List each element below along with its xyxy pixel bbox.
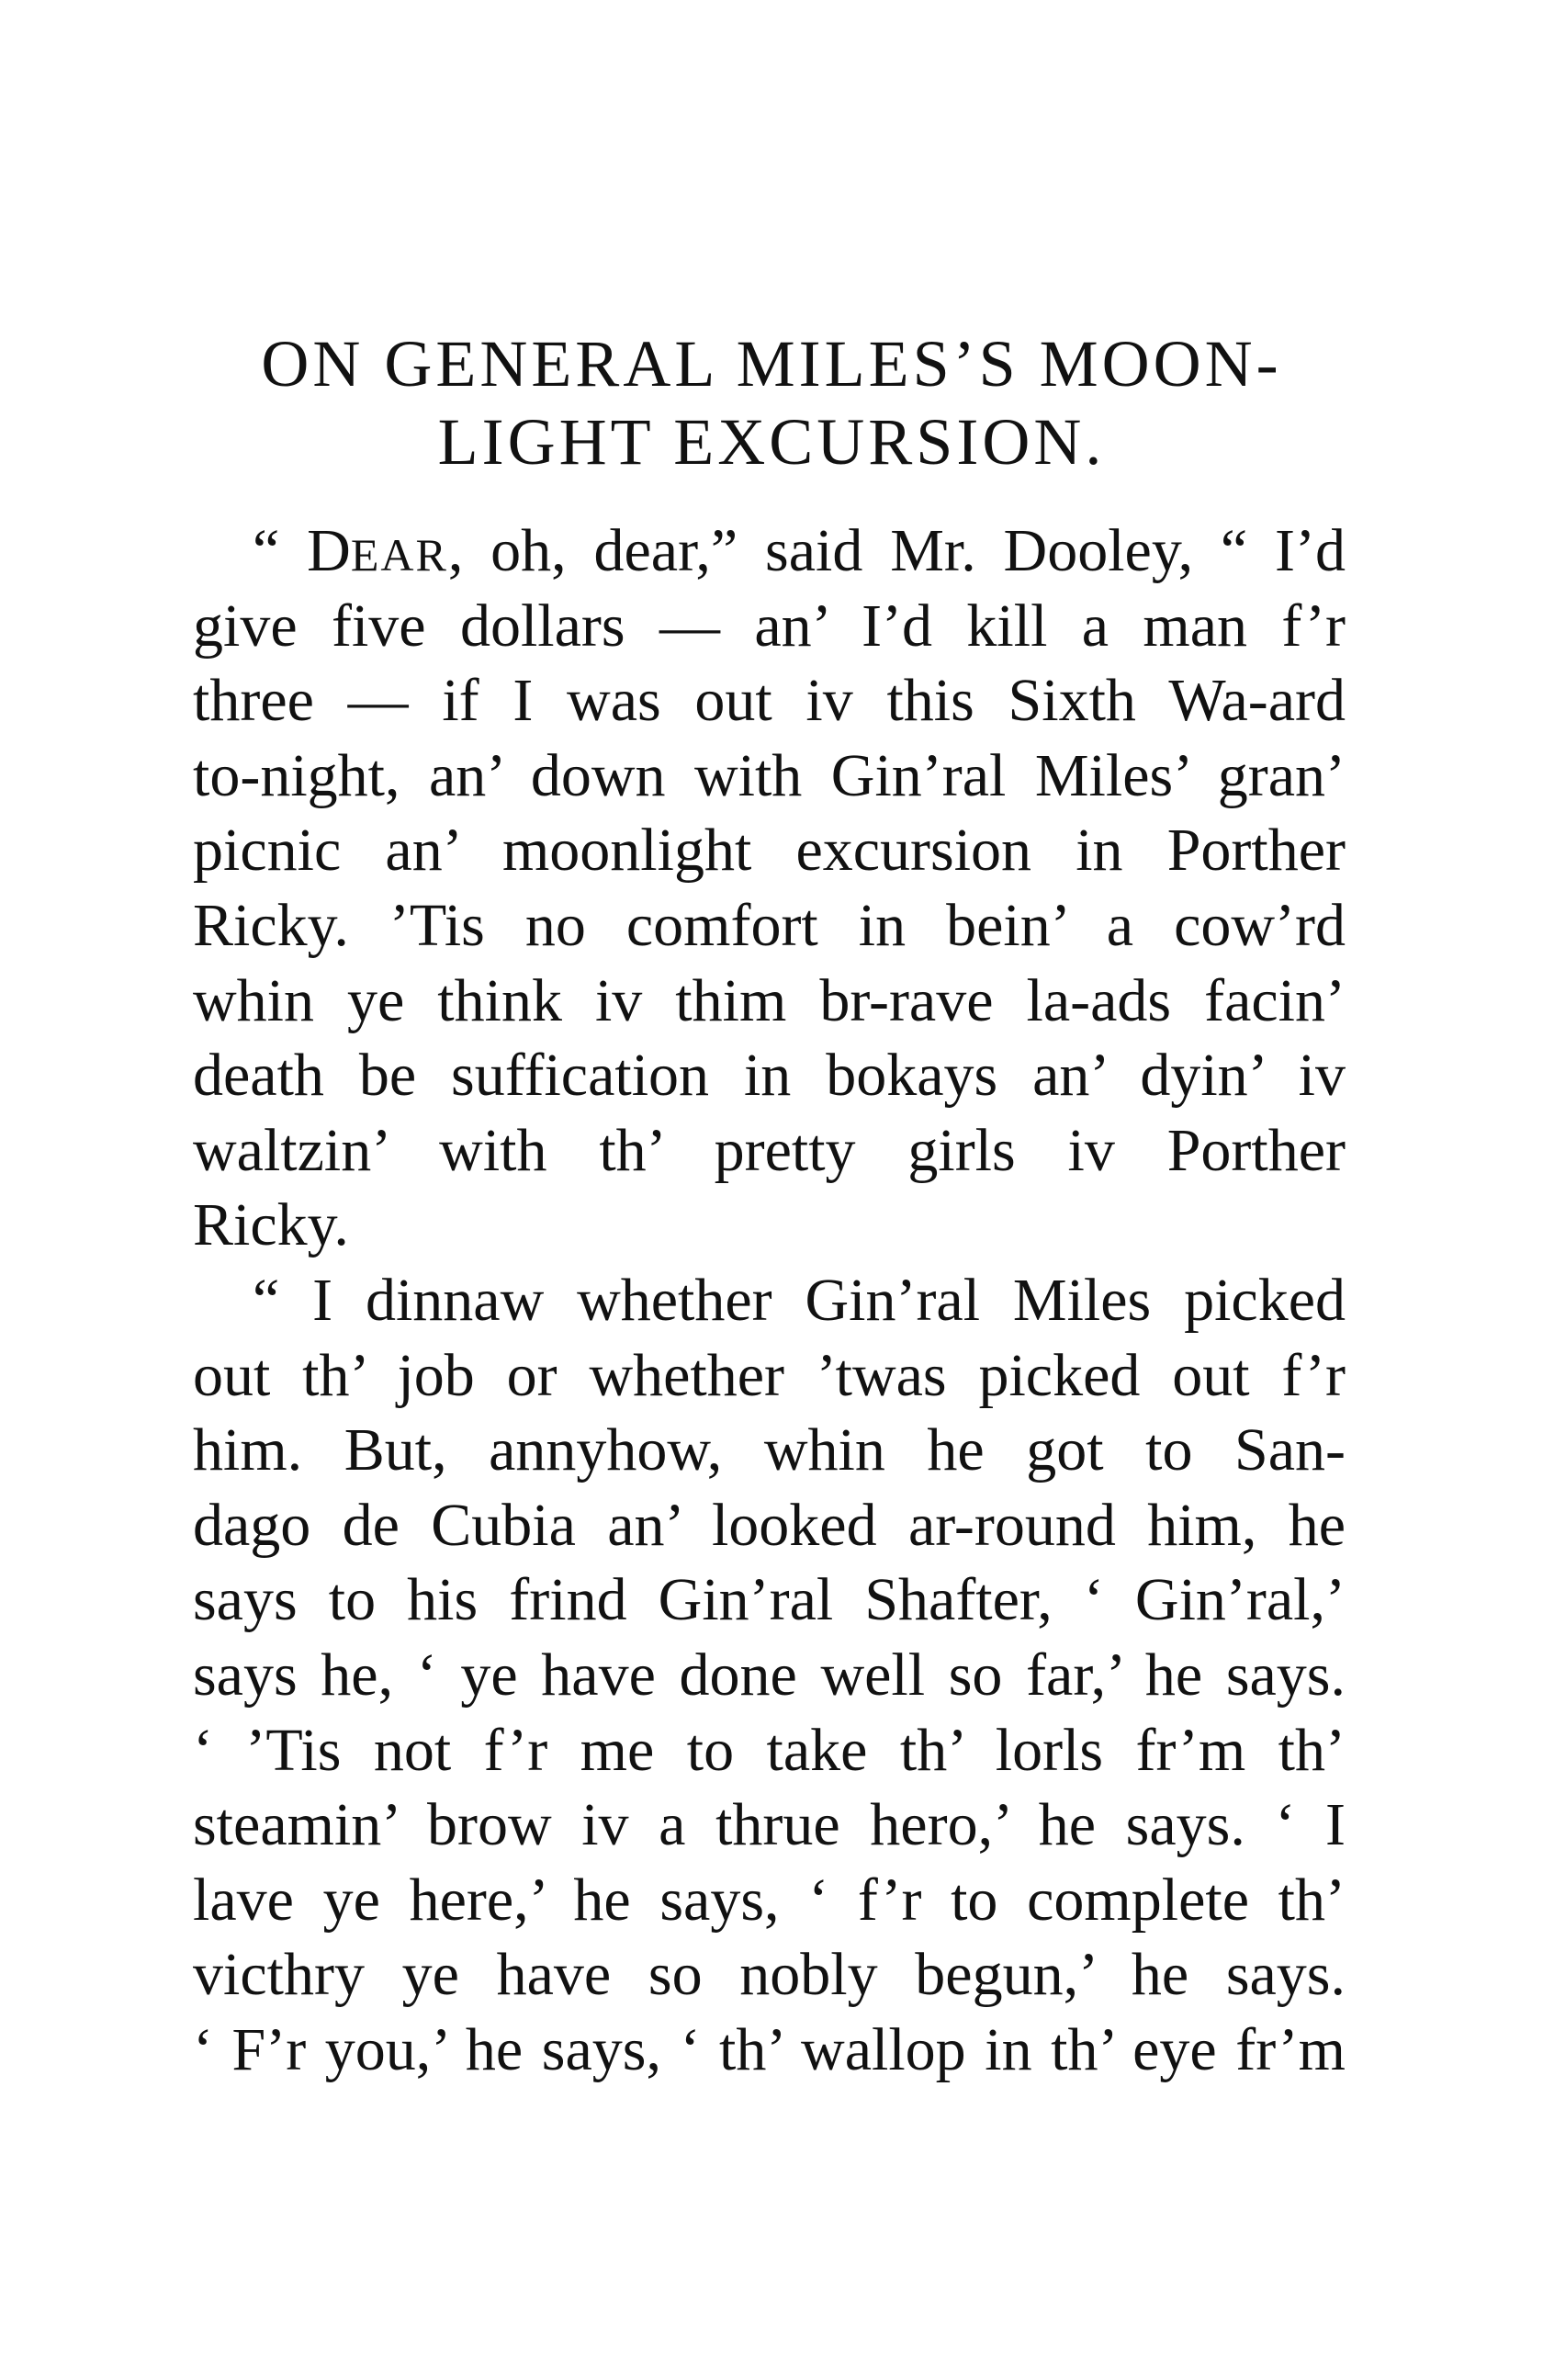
text-line-opening: [193, 513, 1346, 589]
text-line: ‘ ’Tis not f’r me to take th’ lorls fr’m th’: [193, 1716, 1346, 1784]
text-line: victhry ye have so nobly begun,’ he says.: [193, 1941, 1346, 2009]
opening-rest: , oh, dear,” said Mr. Dooley, “ I’d: [447, 517, 1346, 584]
text-line: give five dollars — an’ I’d kill a man f’r: [193, 592, 1346, 660]
chapter-title-line-2: LIGHT EXCURSION.: [437, 405, 1106, 479]
text-line: says to his frind Gin’ral Shafter, ‘ Gin’ral,’: [193, 1566, 1346, 1634]
text-line: waltzin’ with th’ pretty girls iv Porther: [193, 1116, 1346, 1184]
text-line-paragraph-start: “ I dinnaw whether Gin’ral Miles picked: [253, 1266, 1346, 1334]
text-line: ‘ F’r you,’ he says, ‘ th’ wallop in th’ eye fr’m: [193, 2015, 1346, 2083]
text-line-paragraph-end: Ricky.: [193, 1191, 349, 1259]
text-line: whin ye think iv thim br-rave la-ads facin’: [193, 966, 1346, 1034]
text-line: out th’ job or whether ’twas picked out f’r: [193, 1341, 1346, 1409]
text-line: lave ye here,’ he says, ‘ f’r to complete th’: [193, 1866, 1346, 1934]
text-line: picnic an’ moonlight excursion in Porther: [193, 817, 1346, 885]
opening-quote: “: [253, 517, 308, 584]
text-line: says he, ‘ ye have done well so far,’ he says.: [193, 1641, 1346, 1709]
text-line: three — if I was out iv this Sixth Wa-ard: [193, 667, 1346, 735]
opening-small-caps: EAR: [350, 529, 448, 581]
text-line: steamin’ brow iv a thrue hero,’ he says. ‘ I: [193, 1791, 1346, 1859]
text-line: death be suffication in bokays an’ dyin’ iv: [193, 1042, 1346, 1110]
text-line: Ricky. ’Tis no comfort in bein’ a cow’rd: [193, 891, 1346, 959]
chapter-title-line-1: ON GENERAL MILES’S MOON-: [261, 327, 1282, 400]
text-line: to-night, an’ down with Gin’ral Miles’ gran’: [193, 741, 1346, 809]
body-text: [193, 513, 1346, 2087]
text-line: him. But, annyhow, whin he got to San-: [193, 1416, 1346, 1484]
text-line: dago de Cubia an’ looked ar-round him, he: [193, 1491, 1346, 1559]
opening-drop-letter: D: [307, 517, 351, 584]
